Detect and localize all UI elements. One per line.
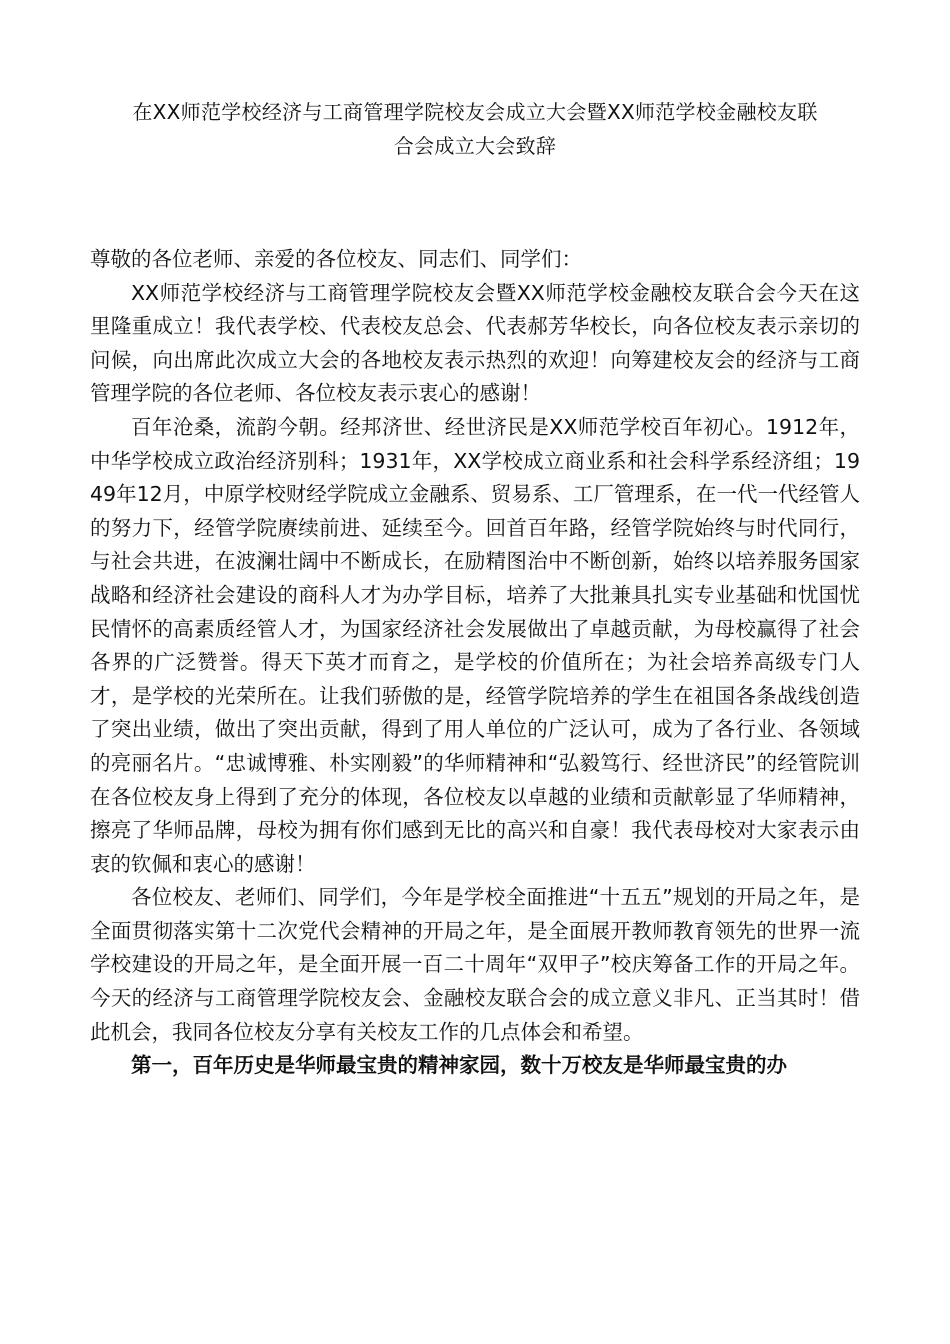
paragraph-2: 百年沧桑，流韵今朝。经邦济世、经世济民是XX师范学校百年初心。1912年，中华学校成立政治经济别科；1931年，XX学校成立商业系和社会科学系经济组；1949年12月，中原学校财经学院成立金融系、贸易系、工厂管理系，在一代一代经管人的努力下，经管学院赓续前进、延续至今。回首百年路，经管学院始终与时代同行，与社会共进，在波澜壮阔中不断成长，在励精图治中不断创新，始终以培养服务国家战略和经济社会建设的商科人才为办学目标，培养了大批兼具扎实专业基础和忧国忧民情怀的高素质经管人才，为国家经济社会发展做出了卓越贡献，为母校赢得了社会各界的广泛赞誉。得天下英才而育之，是学校的价值所在；为社会培养高级专门人才，是学校的光荣所在。让我们骄傲的是，经管学院培养的学生在祖国各条战线创造了突出业绩，做出了突出贡献，得到了用人单位的广泛认可，成为了各行业、各领域的亮丽名片。“忠诚博雅、朴实刚毅”的华师精神和“弘毅笃行、经世济民”的经管院训在各位校友身上得到了充分的体现，各位校友以卓越的业绩和贡献彰显了华师精神，擦亮了华师品牌，母校为拥有你们感到无比的高兴和自豪！我代表母校对大家表示由衷的钦佩和衷心的感谢！ [90,414,860,876]
paragraph-1: XX师范学校经济与工商管理学院校友会暨XX师范学校金融校友联合会今天在这里隆重成立！我代表学校、代表校友总会、代表郝芳华校长，向各位校友表示亲切的问候，向出席此次成立大会的各地校友表示热烈的欢迎！向筹建校友会的经济与工商管理学院的各位老师、各位校友表示衷心的感谢！ [90,280,860,406]
paragraph-3: 各位校友、老师们、同学们，今年是学校全面推进“十五五”规划的开局之年，是全面贯彻落实第十二次党代会精神的开局之年，是全面展开教师教育领先的世界一流学校建设的开局之年，是全面开展一百二十周年“双甲子”校庆筹备工作的开局之年。今天的经济与工商管理学院校友会、金融校友联合会的成立意义非凡、正当其时！借此机会，我同各位校友分享有关校友工作的几点体会和希望。 [90,885,860,1044]
section-heading: 第一，百年历史是华师最宝贵的精神家园，数十万校友是华师最宝贵的办 [131,1053,787,1078]
document-title [90,95,860,163]
document-body [90,243,860,1083]
title-line-2: 合会成立大会致辞 [393,134,557,158]
title-line-1: 在XX师范学校经济与工商管理学院校友会成立大会暨XX师范学校金融校友联 [132,100,818,124]
salutation: 尊敬的各位老师、亲爱的各位校友、同志们、同学们： [90,247,582,271]
